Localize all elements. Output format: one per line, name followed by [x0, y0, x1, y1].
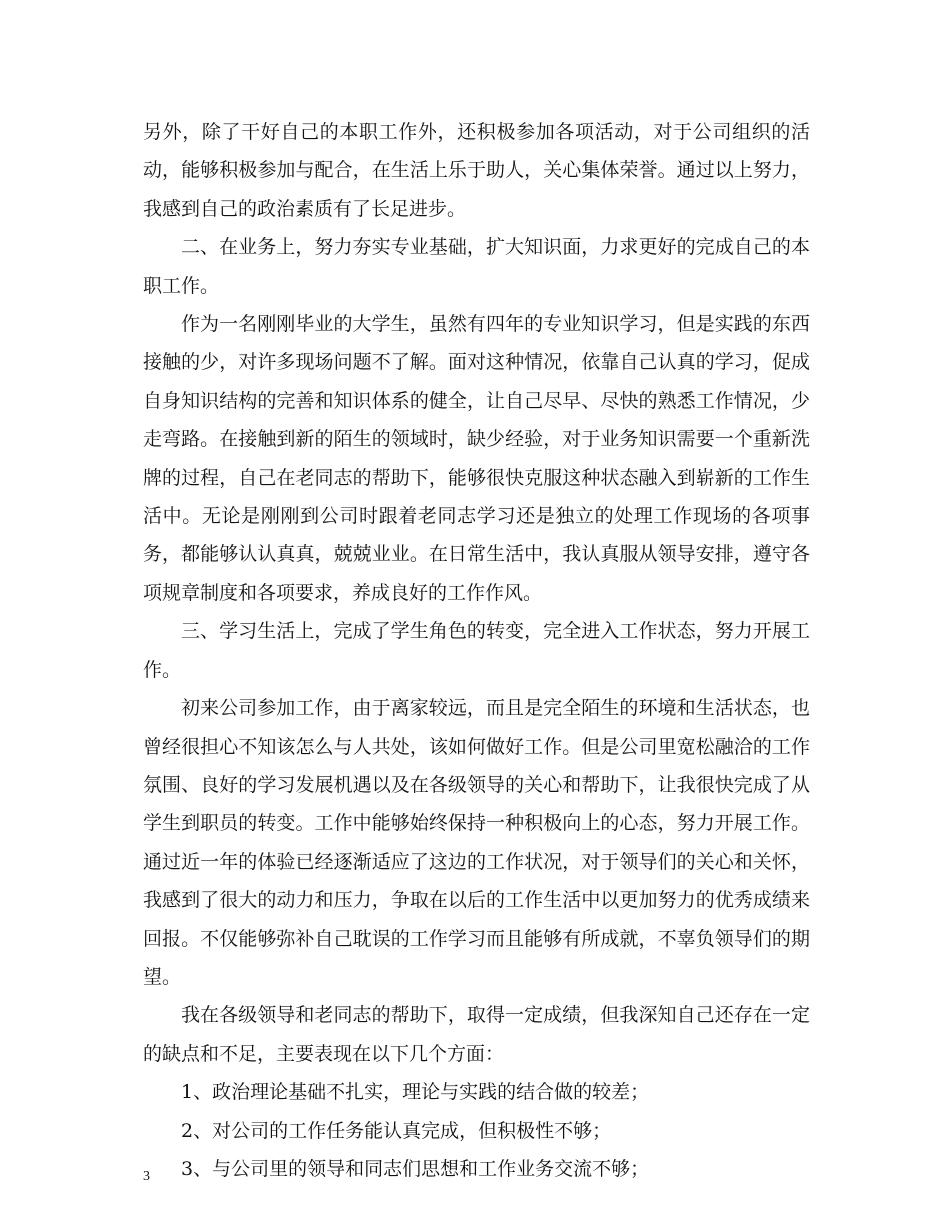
list-item-3: 3、与公司里的领导和同志们思想和工作业务交流不够； [181, 1157, 650, 1180]
paragraph-4-heading-study-life: 三、学习生活上，完成了学生角色的转变，完全进入工作状态，努力开展工作。 [143, 620, 810, 681]
paragraph-5: 初来公司参加工作，由于离家较远，而且是完全陌生的环境和生活状态，也曾经很担心不知该怎么与人共处，该如何做好工作。但是公司里宽松融洽的工作氛围、良好的学习发展机遇以及在各级领导的关心和帮助下，让我很快完成了从学生到职员的转变。工作中能够始终保持一种积极向上的心态，努力开展工作。通过近一年的体验已经逐渐适应了这边的工作状况，对于领导们的关心和关怀，我感到了很大的动力和压力，争取在以后的工作生活中以更加努力的优秀成绩来回报。不仅能够弥补自己耽误的工作学习而且能够有所成就，不辜负领导们的期望。 [143, 697, 810, 988]
page-number: 3 [143, 1169, 150, 1184]
list-item-1: 1、政治理论基础不扎实，理论与实践的结合做的较差； [181, 1081, 650, 1104]
paragraph-6: 我在各级领导和老同志的帮助下，取得一定成绩，但我深知自己还存在一定的缺点和不足，主要表现在以下几个方面： [143, 1004, 810, 1065]
paragraph-2-heading-business: 二、在业务上，努力夯实专业基础，扩大知识面，力求更好的完成自己的本职工作。 [143, 236, 810, 297]
paragraph-1: 另外，除了干好自己的本职工作外，还积极参加各项活动，对于公司组织的活动，能够积极参加与配合，在生活上乐于助人，关心集体荣誉。通过以上努力，我感到自己的政治素质有了长足进步。 [143, 121, 810, 220]
list-item-2: 2、对公司的工作任务能认真完成，但积极性不够； [181, 1119, 612, 1142]
document-body [143, 113, 810, 1188]
paragraph-3: 作为一名刚刚毕业的大学生，虽然有四年的专业知识学习，但是实践的东西接触的少，对许多现场问题不了解。面对这种情况，依靠自己认真的学习，促成自身知识结构的完善和知识体系的健全，让自己尽早、尽快的熟悉工作情况，少走弯路。在接触到新的陌生的领域时，缺少经验，对于业务知识需要一个重新洗牌的过程，自己在老同志的帮助下，能够很快克服这种状态融入到崭新的工作生活中。无论是刚刚到公司时跟着老同志学习还是独立的处理工作现场的各项事务，都能够认认真真，兢兢业业。在日常生活中，我认真服从领导安排，遵守各项规章制度和各项要求，养成良好的工作作风。 [143, 313, 810, 604]
